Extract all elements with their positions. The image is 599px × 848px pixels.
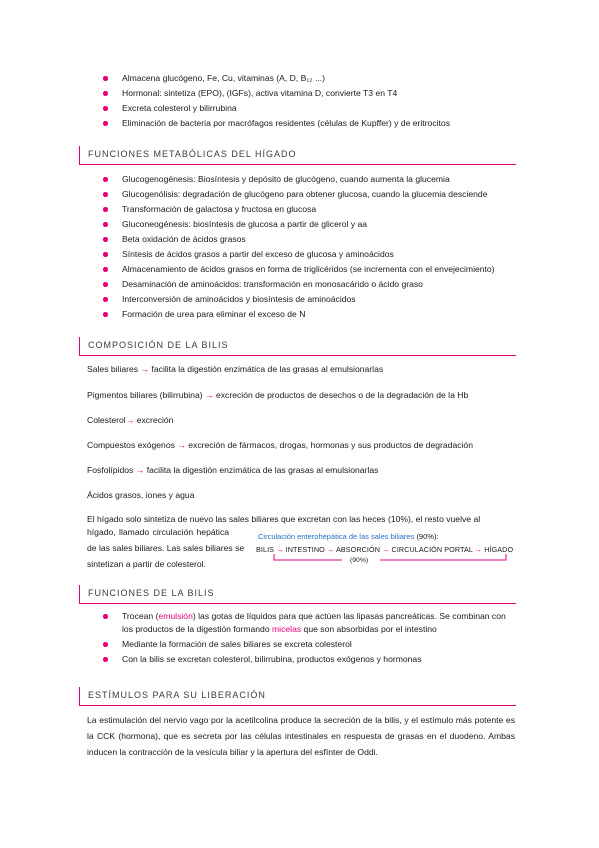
list-item: Eliminación de bacteria por macrófagos residentes (células de Kupffer) y de eritrocitos (103, 116, 450, 131)
flow-step: CIRCULACIÓN PORTAL (391, 545, 473, 554)
list-item: Almacena glucógeno, Fe, Cu, vitaminas (A, D, B₁₂ ...) (103, 71, 450, 86)
bullet-icon (103, 282, 108, 287)
list-item: Glucogenogénesis: Biosíntesis y depósito de glucógeno, cuando aumenta la glucemia (103, 172, 495, 187)
section-heading-text: FUNCIONES METABÓLICAS DEL HÍGADO (88, 149, 297, 159)
arrow-icon: → (204, 390, 214, 400)
flow-step: INTESTINO (285, 545, 325, 554)
bullet-icon (103, 642, 108, 647)
list-item: Trocean (emulsión) las gotas de líquidos para que actúen las lipasas pancreáticas. Se combinan con los productos de la digestión formando micelas que son absorbidas por el intestino (103, 610, 515, 636)
flow-step: BILIS (256, 545, 275, 554)
list-item: Excreta colesterol y bilirrubina (103, 101, 450, 116)
list-item: Gluconeogénesis: biosíntesis de glucosa a partir de glicerol y aa (103, 217, 495, 232)
bullet-icon (103, 614, 108, 619)
liver-functions-list (103, 71, 450, 131)
synthesis-paragraph-line2: hígado, llamado circulación hepática (87, 527, 230, 537)
list-item: Síntesis de ácidos grasos a partir del exceso de glucosa y aminoácidos (103, 247, 495, 262)
arrow-icon: → (177, 440, 186, 450)
synthesis-paragraph-line4: sintetizan a partir de colesterol. (87, 559, 206, 569)
metabolic-functions-list (103, 172, 495, 322)
bullet-icon (103, 207, 108, 212)
list-item: Mediante la formación de sales biliares se excreta colesterol (103, 638, 515, 651)
bullet-icon (103, 91, 108, 96)
flow-step: HÍGADO (484, 545, 514, 554)
bullet-icon (103, 222, 108, 227)
arrow-icon: → (135, 465, 145, 475)
figure-note: (90%) (350, 557, 369, 564)
bullet-icon (103, 267, 108, 272)
bile-functions-list (103, 610, 515, 668)
list-item: Glucogenólisis: degradación de glucógeno para obtener glucosa, cuando la glucemia desciende (103, 187, 495, 202)
arrow-icon: → (326, 545, 335, 554)
arrow-icon: → (140, 364, 150, 374)
list-item: Beta oxidación de ácidos grasos (103, 232, 495, 247)
list-item: Transformación de galactosa y fructosa en glucosa (103, 202, 495, 217)
list-item: Con la bilis se excretan colesterol, bilirrubina, productos exógenos y hormonas (103, 653, 515, 666)
return-loop-line (252, 532, 517, 572)
list-item: Hormonal: sintetiza (EPO), (IGFs), activa vitamina D, convierte T3 en T4 (103, 86, 450, 101)
bullet-icon (103, 252, 108, 257)
figure-title: Circulación enterohepática de las sales biliares (90%): (258, 532, 439, 541)
composition-item: Fosfolípidos → facilita la digestión enzimática de las grasas al emulsionarlas (87, 465, 379, 475)
list-item: Almacenamiento de ácidos grasos en forma de triglicéridos (se incrementa con el envejecimiento) (103, 262, 495, 277)
synthesis-paragraph-line1: El hígado solo sintetiza de nuevo las sales biliares que excretan con las heces (10%), el resto vuelve al (87, 514, 481, 524)
bullet-icon (103, 657, 108, 662)
list-item: Interconversión de aminoácidos y biosíntesis de aminoácidos (103, 292, 495, 307)
bullet-icon (103, 106, 108, 111)
synthesis-paragraph-line3: de las sales biliares. Las sales biliares se (87, 543, 245, 553)
section-heading-text: COMPOSICIÓN DE LA BILIS (88, 340, 229, 350)
list-item: Desaminación de aminoácidos: transformación en monosacárido o ácido graso (103, 277, 495, 292)
composition-item: Sales biliares → facilita la digestión enzimática de las grasas al emulsionarlas (87, 364, 384, 374)
arrow-icon: → (276, 545, 284, 554)
section-heading-text: FUNCIONES DE LA BILIS (88, 588, 215, 598)
section-heading-composition (79, 337, 516, 356)
arrow-icon: → (382, 545, 390, 554)
bullet-icon (103, 312, 108, 317)
composition-item: Pigmentos biliares (bilirrubina) → excreción de productos de desechos o de la degradación de la Hb (87, 390, 469, 400)
section-heading-metabolic (79, 146, 516, 165)
composition-item: Colesterol→ excreción (87, 415, 174, 425)
list-item: Formación de urea para eliminar el exceso de N (103, 307, 495, 322)
enterohepatic-circulation-figure (252, 532, 517, 572)
stimuli-paragraph: La estimulación del nervio vago por la acetilcolina produce la secreción de la bilis, y el estímulo más potente es la CCK (hormona), que es secreta por las células intestinales en respuesta de grasas en el duodeno. Ambas inducen la contracción de la vesícula biliar y la apertura del esfínter de Oddi. (87, 715, 515, 757)
flow-step: ABSORCIÓN (335, 545, 381, 554)
section-heading-bile-functions (79, 585, 516, 604)
bullet-icon (103, 76, 108, 81)
section-heading-text: ESTÍMULOS PARA SU LIBERACIÓN (88, 690, 266, 700)
arrow-icon: → (125, 415, 135, 425)
bullet-icon (103, 237, 108, 242)
bullet-icon (103, 177, 108, 182)
bullet-icon (103, 192, 108, 197)
composition-item: Compuestos exógenos → excreción de fármacos, drogas, hormonas y sus productos de degradación (87, 440, 473, 450)
arrow-icon: → (474, 545, 483, 554)
bullet-icon (103, 297, 108, 302)
section-heading-stimuli (79, 687, 516, 706)
composition-item: Ácidos grasos, iones y agua (87, 490, 195, 500)
bullet-icon (103, 121, 108, 126)
